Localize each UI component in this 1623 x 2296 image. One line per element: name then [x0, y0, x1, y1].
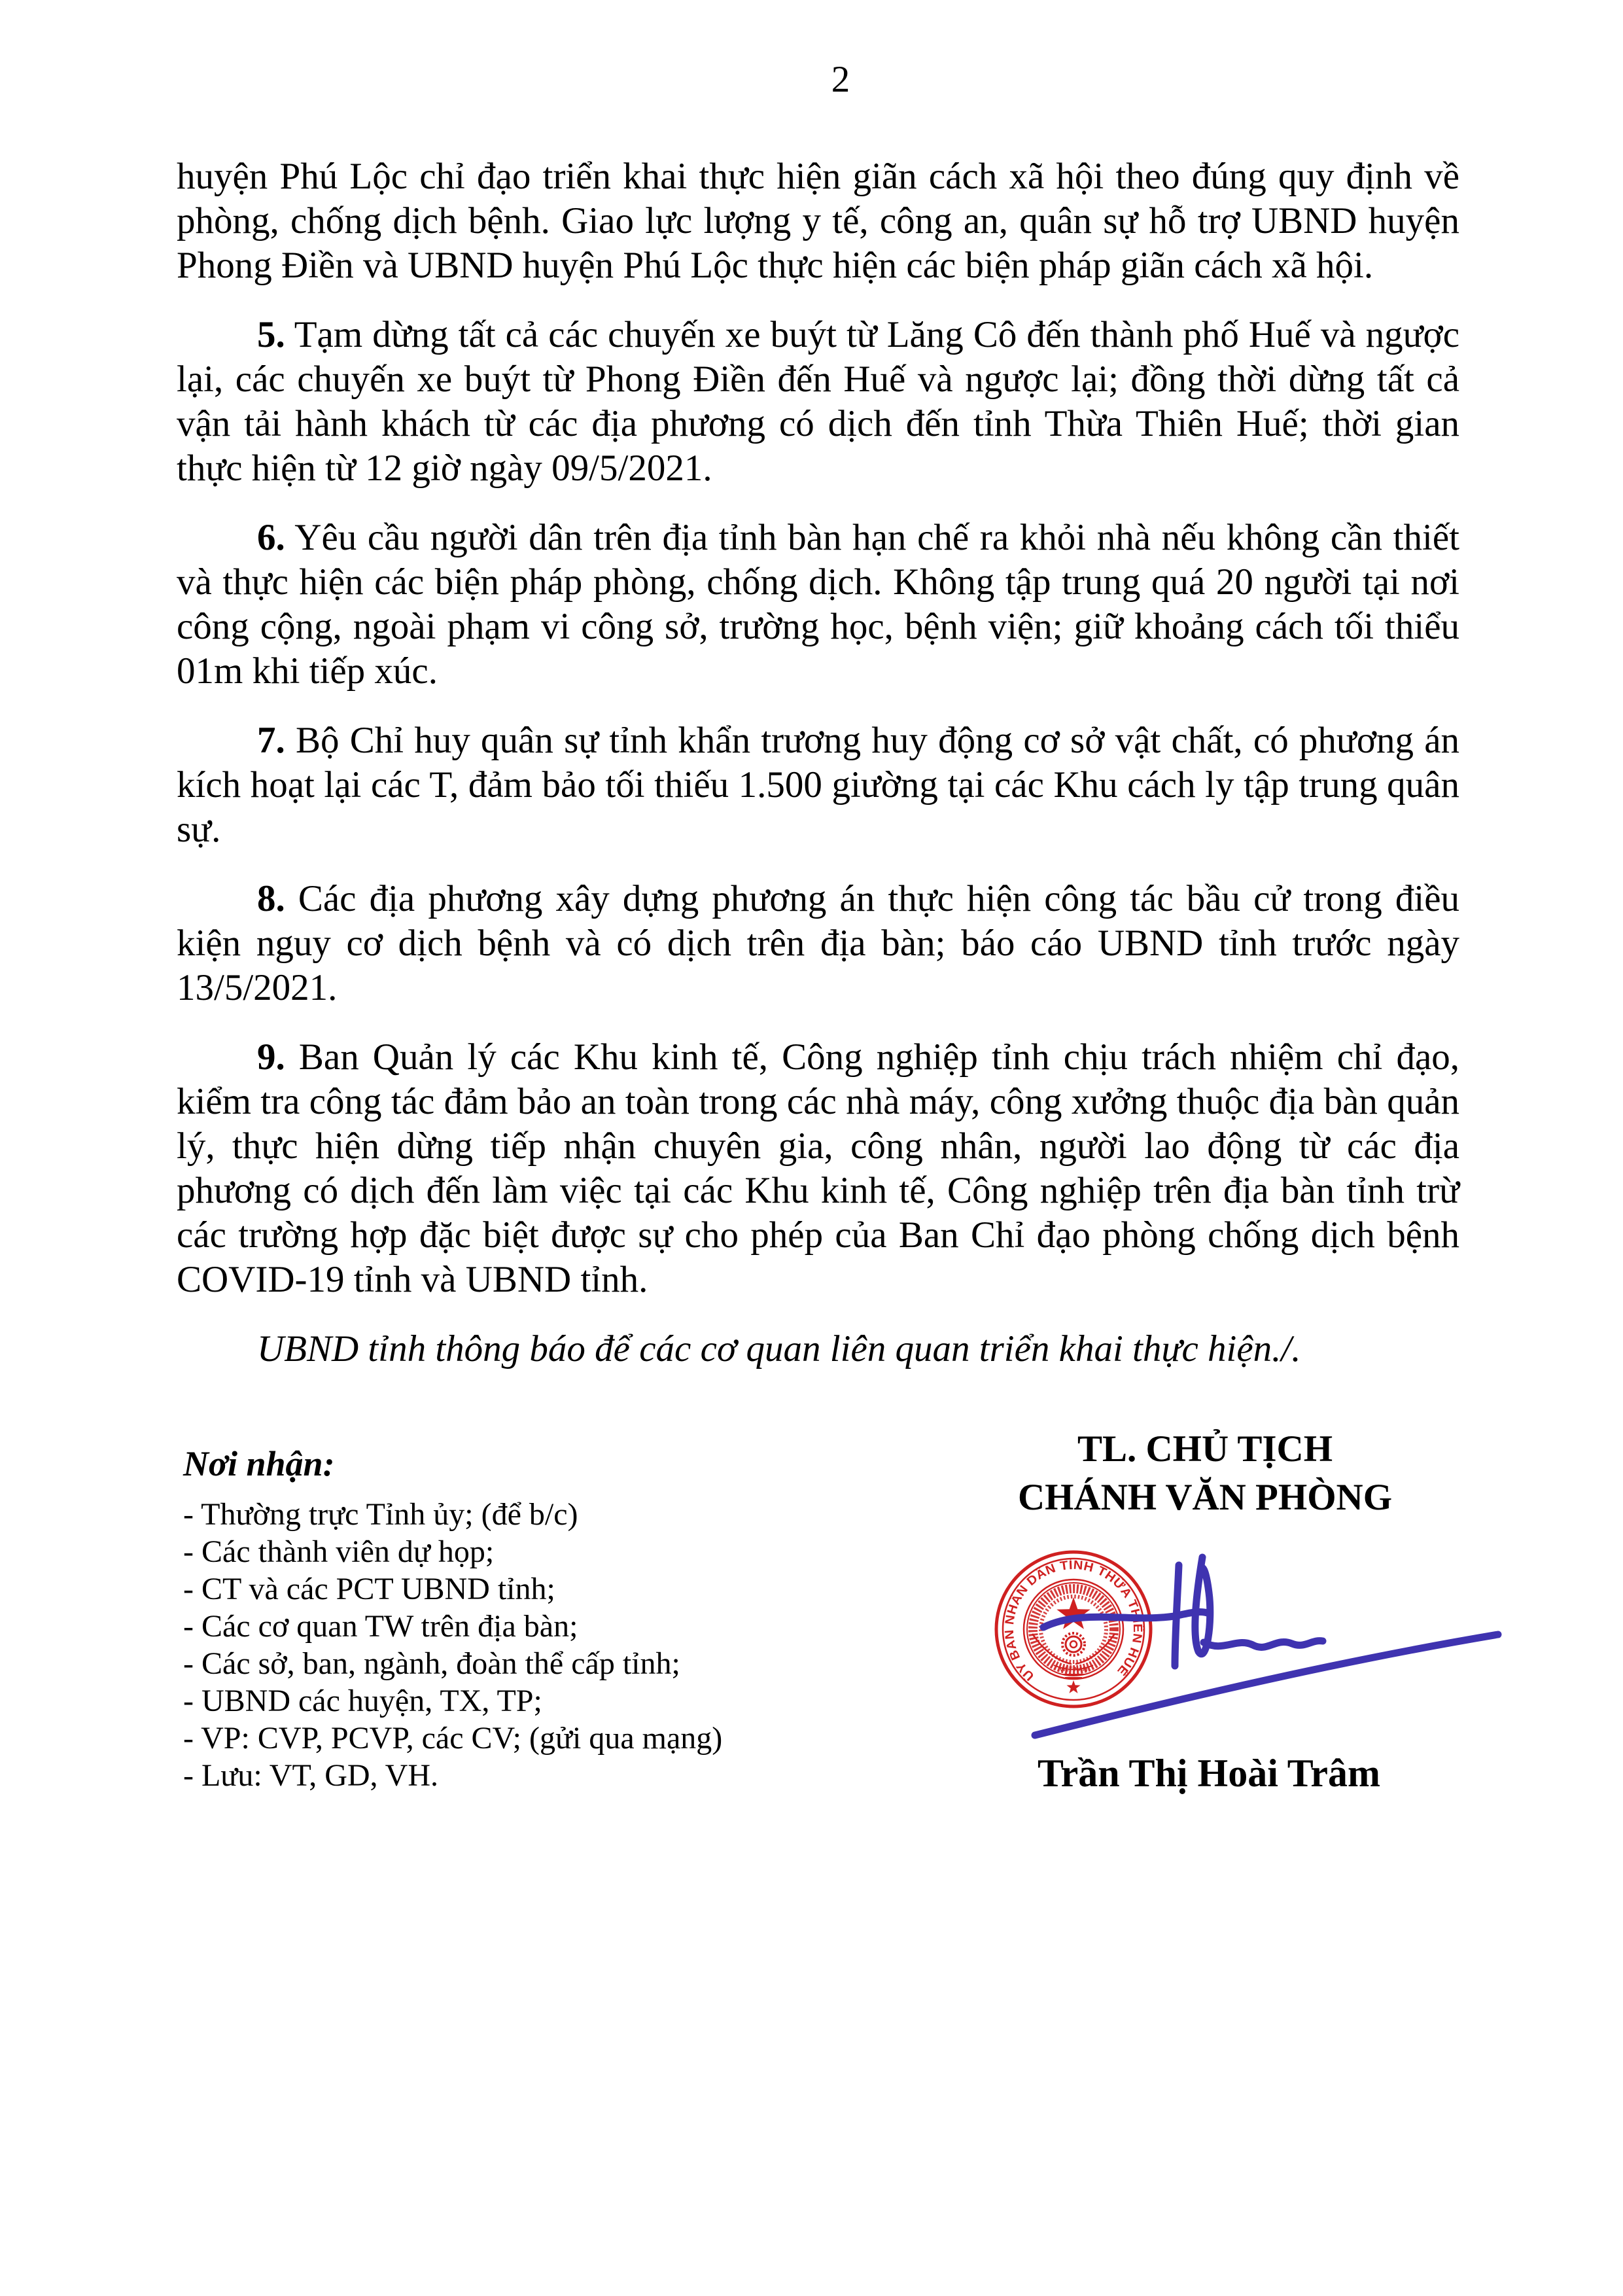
seal-ring-text: ỦY BAN NHÂN DÂN TỈNH THỪA THIÊN HUẾ — [1002, 1558, 1145, 1684]
seal-center-text: VIỆT NAM — [1059, 1666, 1088, 1672]
paragraph-text: Yêu cầu người dân trên địa tỉnh bàn hạn chế ra khỏi nhà nếu không cần thiết và thực hiện các biện pháp phòng, chống dịch. Không tập trung quá 20 người tại nơi công cộng, ngoài phạm vi công sở, trường học, bệnh viện; giữ khoảng cách tối thiểu 01m khi tiếp xúc. — [177, 517, 1459, 692]
paragraph-text: Các địa phương xây dựng phương án thực hiện công tác bầu cử trong điều kiện nguy cơ dịch bệnh và có dịch trên địa bàn; báo cáo UBND tỉnh trước ngày 13/5/2021. — [177, 878, 1459, 1008]
list-item-6 — [177, 516, 1459, 694]
signature-graphic — [949, 1525, 1524, 1747]
list-item-5 — [177, 313, 1459, 491]
signature-heading — [989, 1425, 1421, 1522]
recipient-line: - Các sở, ban, ngành, đoàn thể cấp tỉnh; — [183, 1646, 680, 1681]
document-body — [177, 154, 1459, 1371]
signer-title: CHÁNH VĂN PHÒNG — [1017, 1477, 1393, 1518]
recipient-line: - UBND các huyện, TX, TP; — [183, 1684, 542, 1718]
recipients-heading: Nơi nhận: — [183, 1444, 335, 1483]
list-item-9 — [177, 1035, 1459, 1302]
recipient-line: - Lưu: VT, GD, VH. — [183, 1758, 438, 1793]
paragraph-text: Ban Quản lý các Khu kinh tế, Công nghiệp tỉnh chịu trách nhiệm chỉ đạo, kiểm tra công tác đảm bảo an toàn trong các nhà máy, công xưởng thuộc địa bàn quản lý, thực hiện dừng tiếp nhận chuyên gia, công nhân, người lao động từ các địa phương có dịch đến làm việc tại các Khu kinh tế, Công nghiệp trên địa bàn tỉnh trừ các trường hợp đặc biệt được sự cho phép của Ban Chỉ đạo phòng chống dịch bệnh COVID-19 tỉnh và UBND tỉnh. — [177, 1036, 1459, 1300]
item-number: 8. — [257, 878, 285, 919]
recipient-line: - VP: CVP, PCVP, các CV; (gửi qua mạng) — [183, 1721, 723, 1756]
closing-statement — [177, 1327, 1459, 1371]
recipient-line: - Các cơ quan TW trên địa bàn; — [183, 1609, 578, 1644]
paragraph-continuation — [177, 154, 1459, 288]
recipient-line: - Thường trực Tỉnh ủy; (để b/c) — [183, 1497, 578, 1532]
signature-stroke-tall — [1175, 1565, 1179, 1666]
item-number: 7. — [257, 720, 285, 761]
paragraph-text: UBND tỉnh thông báo để các cơ quan liên quan triển khai thực hiện./. — [257, 1328, 1301, 1369]
recipient-line: - Các thành viên dự họp; — [183, 1534, 495, 1569]
item-number: 9. — [257, 1036, 285, 1078]
signature-stroke-zigzag — [1204, 1641, 1323, 1648]
item-number: 6. — [257, 517, 285, 558]
paragraph-text: huyện Phú Lộc chỉ đạo triển khai thực hiện giãn cách xã hội theo đúng quy định về phòng, chống dịch bệnh. Giao lực lượng y tế, công an, quân sự hỗ trợ UBND huyện Phong Điền và UBND huyện Phú Lộc thực hiện các biện pháp giãn cách xã hội. — [177, 156, 1459, 286]
paragraph-text: Tạm dừng tất cả các chuyến xe buýt từ Lăng Cô đến thành phố Huế và ngược lại, các chuyến xe buýt từ Phong Điền đến Huế và ngược lại; đồng thời dừng tất cả vận tải hành khách từ các địa phương có dịch đến tỉnh Thừa Thiên Huế; thời gian thực hiện từ 12 giờ ngày 09/5/2021. — [177, 314, 1459, 489]
item-number: 5. — [257, 314, 285, 355]
delegation-line: TL. CHỦ TỊCH — [1077, 1428, 1333, 1470]
list-item-8 — [177, 877, 1459, 1010]
paragraph-text: Bộ Chỉ huy quân sự tỉnh khẩn trương huy động cơ sở vật chất, có phương án kích hoạt lại các T, đảm bảo tối thiếu 1.500 giường tại các Khu cách ly tập trung quân sự. — [177, 720, 1459, 850]
signature-stroke-wave — [1043, 1612, 1209, 1627]
recipients-list — [183, 1496, 722, 1794]
signature-ink — [949, 1525, 1524, 1747]
recipient-line: - CT và các PCT UBND tỉnh; — [183, 1572, 555, 1606]
list-item-7 — [177, 718, 1459, 852]
signer-name: Trần Thị Hoài Trâm — [1038, 1752, 1380, 1795]
page-number: 2 — [831, 59, 850, 100]
